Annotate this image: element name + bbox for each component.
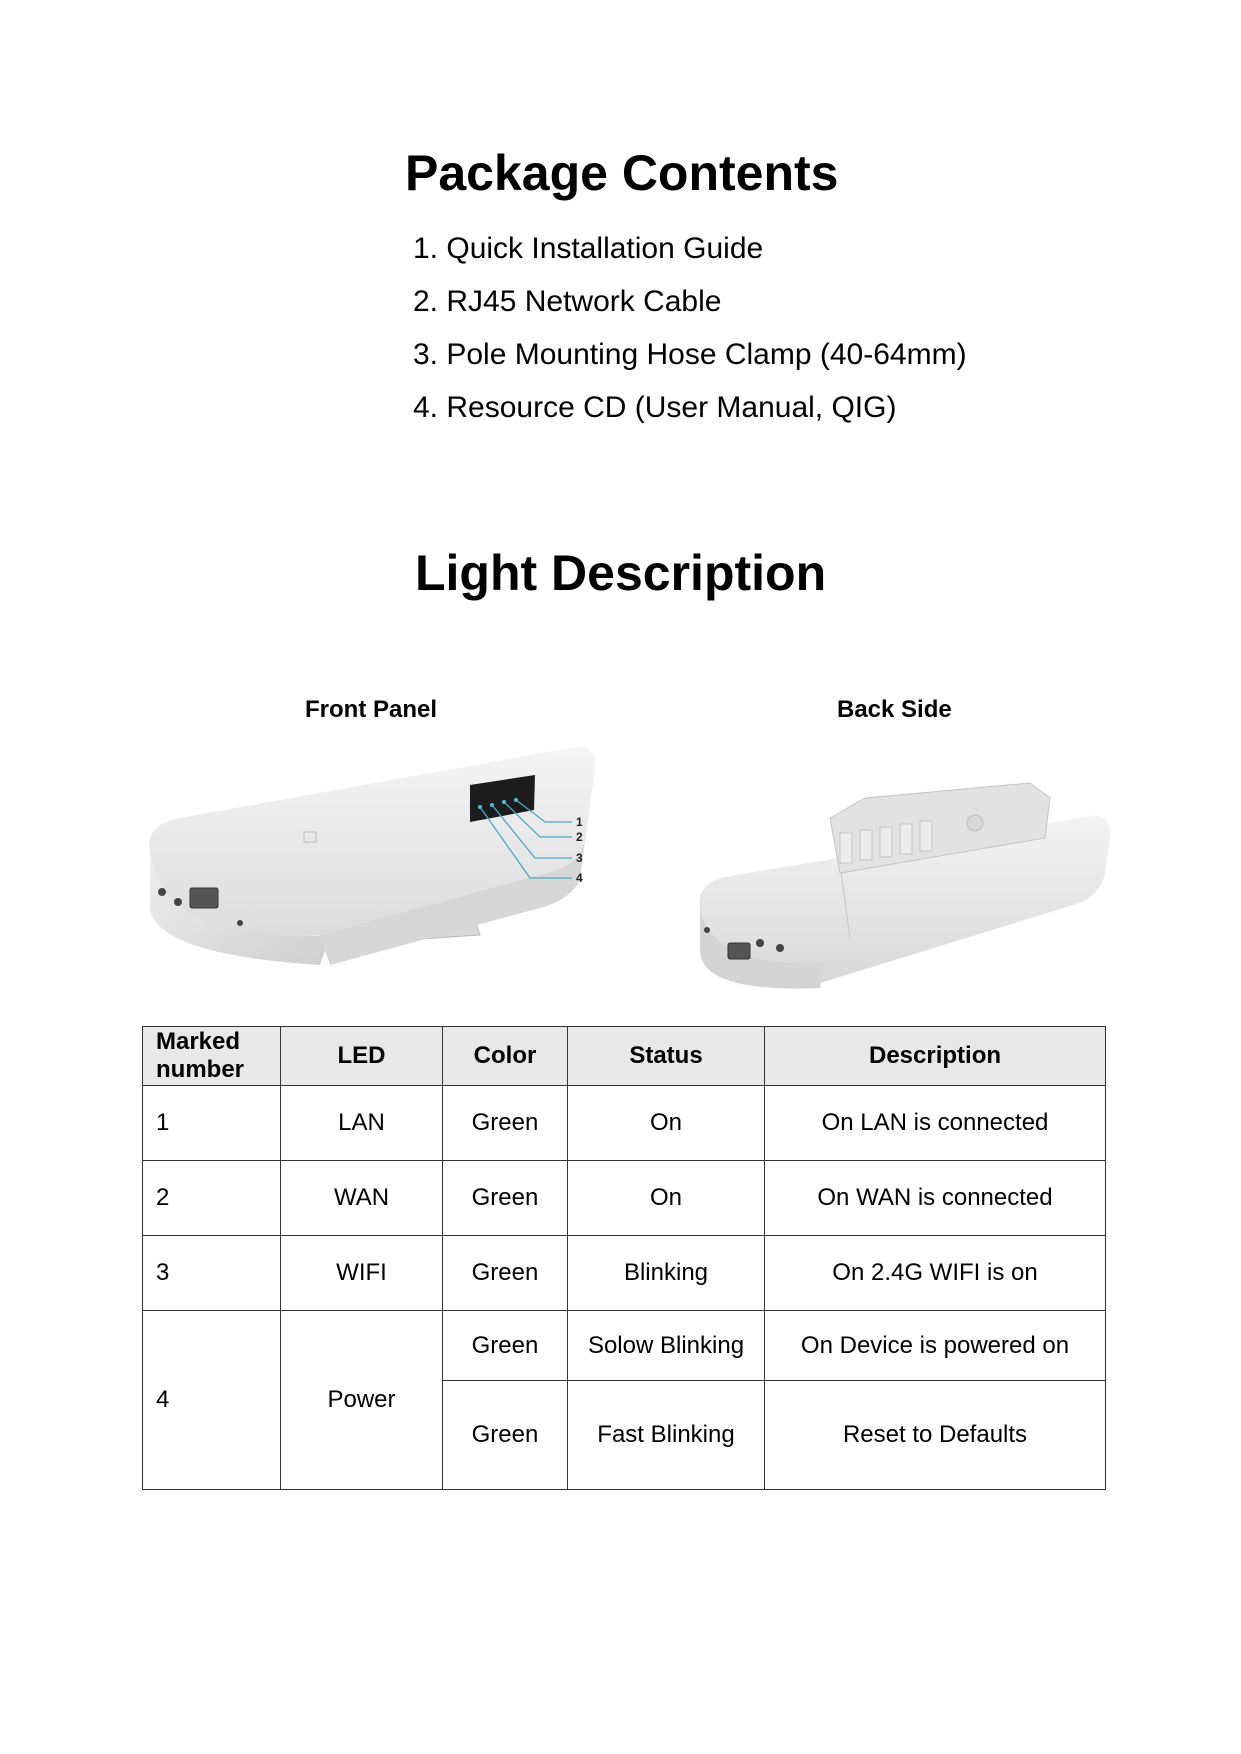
table-row xyxy=(143,1086,1106,1161)
cell-number: 2 xyxy=(143,1161,281,1236)
table-row xyxy=(143,1161,1106,1236)
cell-description: On WAN is connected xyxy=(765,1161,1106,1236)
cell-color: Green xyxy=(443,1161,568,1236)
cell-number: 4 xyxy=(143,1311,281,1490)
cell-status: On xyxy=(568,1086,765,1161)
cell-led: WAN xyxy=(281,1161,443,1236)
cell-status: Blinking xyxy=(568,1236,765,1311)
front-panel-device-image xyxy=(140,730,620,980)
header-description: Description xyxy=(765,1027,1106,1086)
table-header-row xyxy=(143,1027,1106,1086)
list-item: 1. Quick Installation Guide xyxy=(413,232,764,265)
cell-color: Green xyxy=(443,1311,568,1381)
cell-description: Reset to Defaults xyxy=(765,1381,1106,1490)
callout-number-3: 3 xyxy=(576,851,583,865)
back-side-device-image xyxy=(690,778,1120,1008)
table-row xyxy=(143,1236,1106,1311)
header-marked-number: Marked number xyxy=(143,1027,281,1086)
list-item: 3. Pole Mounting Hose Clamp (40-64mm) xyxy=(413,338,967,371)
cell-color: Green xyxy=(443,1236,568,1311)
led-description-table xyxy=(142,1026,1106,1490)
header-status: Status xyxy=(568,1027,765,1086)
package-contents-list xyxy=(413,228,967,440)
cell-number: 1 xyxy=(143,1086,281,1161)
cell-led: WIFI xyxy=(281,1236,443,1311)
header-led: LED xyxy=(281,1027,443,1086)
back-side-label: Back Side xyxy=(837,696,952,723)
cell-status: On xyxy=(568,1161,765,1236)
callout-number-2: 2 xyxy=(576,830,583,844)
callout-number-4: 4 xyxy=(576,871,583,885)
list-item: 2. RJ45 Network Cable xyxy=(413,285,722,318)
cell-color: Green xyxy=(443,1381,568,1490)
front-panel-label: Front Panel xyxy=(305,696,438,723)
table-row xyxy=(143,1311,1106,1381)
cell-led: LAN xyxy=(281,1086,443,1161)
cell-led: Power xyxy=(281,1311,443,1490)
cell-description: On Device is powered on xyxy=(765,1311,1106,1381)
cell-description: On 2.4G WIFI is on xyxy=(765,1236,1106,1311)
header-color: Color xyxy=(443,1027,568,1086)
cell-description: On LAN is connected xyxy=(765,1086,1106,1161)
list-item: 4. Resource CD (User Manual, QIG) xyxy=(413,391,897,424)
light-description-title: Light Description xyxy=(415,545,827,601)
cell-number: 3 xyxy=(143,1236,281,1311)
callout-number-1: 1 xyxy=(576,815,583,829)
package-contents-title: Package Contents xyxy=(405,145,839,201)
cell-status: Fast Blinking xyxy=(568,1381,765,1490)
cell-color: Green xyxy=(443,1086,568,1161)
cell-status: Solow Blinking xyxy=(568,1311,765,1381)
